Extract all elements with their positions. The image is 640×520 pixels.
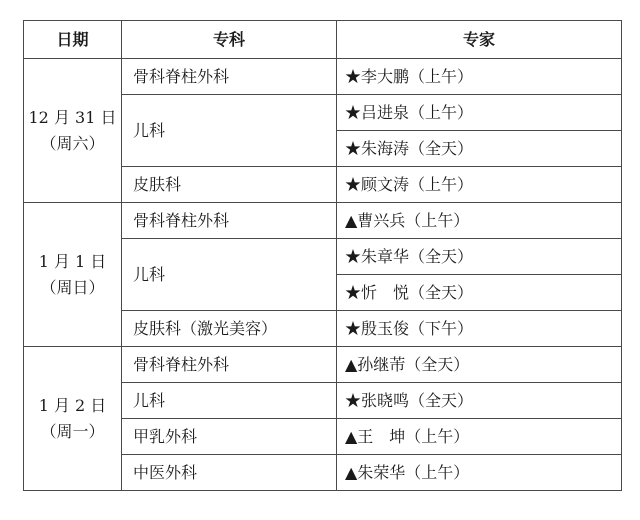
table-row [24,203,622,239]
expert-cell: ★殷玉俊（下午） [337,311,622,347]
date-text: 12 月 31 日 [28,107,117,127]
header-department: 专科 [122,21,337,59]
expert-cell: ★吕进泉（上午） [337,95,622,131]
expert-cell: ▲王 坤（上午） [337,419,622,455]
expert-cell: ★张晓鸣（全天） [337,383,622,419]
department-cell: 皮肤科（激光美容） [122,311,337,347]
department-cell: 中医外科 [122,455,337,491]
expert-cell: ★朱海涛（全天） [337,131,622,167]
expert-cell: ▲朱荣华（上午） [337,455,622,491]
weekday-text: （周一） [40,421,105,441]
table-row [24,59,622,95]
date-text: 1 月 1 日 [38,251,107,271]
expert-cell: ★朱章华（全天） [337,239,622,275]
expert-cell: ▲孙继芾（全天） [337,347,622,383]
date-cell [24,203,122,347]
expert-cell: ★顾文涛（上午） [337,167,622,203]
date-cell [24,347,122,491]
header-expert: 专家 [337,21,622,59]
department-cell: 骨科脊柱外科 [122,347,337,383]
schedule-table [23,20,622,491]
table-row [24,347,622,383]
department-cell: 甲乳外科 [122,419,337,455]
department-cell: 儿科 [122,383,337,419]
department-cell: 儿科 [122,239,337,311]
date-cell [24,59,122,203]
expert-cell: ★李大鹏（上午） [337,59,622,95]
expert-cell: ▲曹兴兵（上午） [337,203,622,239]
department-cell: 皮肤科 [122,167,337,203]
department-cell: 骨科脊柱外科 [122,203,337,239]
header-row [24,21,622,59]
weekday-text: （周六） [40,133,105,153]
department-cell: 骨科脊柱外科 [122,59,337,95]
weekday-text: （周日） [40,277,105,297]
department-cell: 儿科 [122,95,337,167]
expert-cell: ★忻 悦（全天） [337,275,622,311]
header-date: 日期 [24,21,122,59]
date-text: 1 月 2 日 [38,395,107,415]
